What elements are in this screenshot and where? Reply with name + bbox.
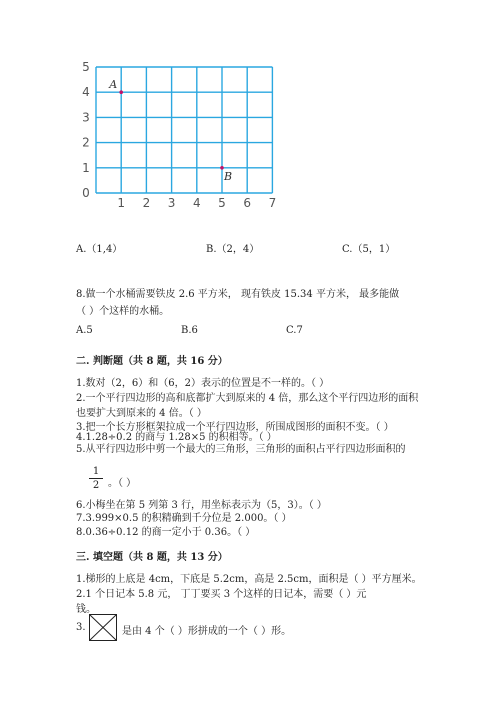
judge-item-3: 3.把一个长方形框架拉成一个平行四边形，所围成图形的面积不变。（ ） xyxy=(76,422,394,433)
fraction-one-half xyxy=(89,466,103,491)
judge-item-2-cont: 也要扩大到原来的 4 倍。（ ） xyxy=(76,408,207,419)
judge-item-8: 8.0.36÷0.12 的商一定小于 0.36。（ ） xyxy=(76,527,256,538)
y-tick-label: 1 xyxy=(82,160,90,175)
x-tick-label: 4 xyxy=(192,196,201,210)
x-tick-label: 6 xyxy=(243,196,252,210)
x-tick-label: 2 xyxy=(142,196,151,210)
point-a xyxy=(119,90,123,94)
y-tick-label: 2 xyxy=(82,135,90,150)
fraction-numerator: 1 xyxy=(92,466,100,477)
x-tick-label: 1 xyxy=(117,196,126,210)
judge-item-4: 4.1.28÷0.2 的商与 1.28×5 的积相等。（ ） xyxy=(76,432,277,443)
square-with-diagonals-figure xyxy=(89,614,117,641)
option-a: A.（1,4） xyxy=(76,244,123,255)
coordinate-grid xyxy=(70,55,290,215)
x-tick-label: 5 xyxy=(218,196,226,210)
fill-item-2: 2.1 个日记本 5.8 元， 丁丁要买 3 个这样的日记本，需要（ ）元 xyxy=(76,589,367,600)
x-tick-label: 3 xyxy=(167,196,176,210)
q8-line2: （ ）个这样的水桶。 xyxy=(76,306,170,317)
fill-item-3-number: 3. xyxy=(76,622,86,633)
fraction-denominator: 2 xyxy=(92,480,100,491)
section2-title: 二. 判断题（共 8 题，共 16 分） xyxy=(76,356,228,367)
judge-item-6: 6.小梅坐在第 5 列第 3 行，用坐标表示为（5，3）。（ ） xyxy=(76,500,327,511)
judge-item-2: 2.一个平行四边形的高和底都扩大到原来的 4 倍，那么这个平行四边形的面积 xyxy=(76,393,419,404)
q8-option-a: A.5 xyxy=(76,325,93,336)
judge-item-5: 5.从平行四边形中剪一个最大的三角形，三角形的面积占平行四边形面积的 xyxy=(76,444,406,455)
option-c: C.（5，1） xyxy=(342,244,396,255)
fill-item-2-cont: 钱。 xyxy=(76,604,96,615)
option-b: B.（2，4） xyxy=(206,244,260,255)
judge-item-7: 7.3.999×0.5 的积精确到千分位是 2.000。（ ） xyxy=(76,513,292,524)
y-tick-label: 0 xyxy=(82,186,90,200)
judge-item-1: 1.数对（2，6）和（6，2）表示的位置是不一样的。（ ） xyxy=(76,378,330,389)
q8-option-c: C.7 xyxy=(286,325,303,336)
y-tick-label: 4 xyxy=(82,85,90,100)
point-label-a: A xyxy=(109,78,118,92)
section3-title: 三. 填空题（共 8 题，共 13 分） xyxy=(76,552,228,563)
y-tick-label: 3 xyxy=(82,110,90,125)
fill-item-3-text: 是由 4 个（ ）形拼成的一个（ ）形。 xyxy=(122,626,292,637)
q8-line1: 8.做一个水桶需要铁皮 2.6 平方米， 现有铁皮 15.34 平方米， 最多能做 xyxy=(76,289,400,300)
q8-option-b: B.6 xyxy=(181,325,198,336)
fill-item-1: 1.梯形的上底是 4cm，下底是 5.2cm，高是 2.5cm，面积是（ ）平方厘米。 xyxy=(76,574,422,585)
judge-item-5-tail: 。（ ） xyxy=(108,478,137,489)
point-label-b: B xyxy=(223,169,233,183)
x-tick-label: 7 xyxy=(268,196,277,210)
y-tick-label: 5 xyxy=(82,60,90,74)
